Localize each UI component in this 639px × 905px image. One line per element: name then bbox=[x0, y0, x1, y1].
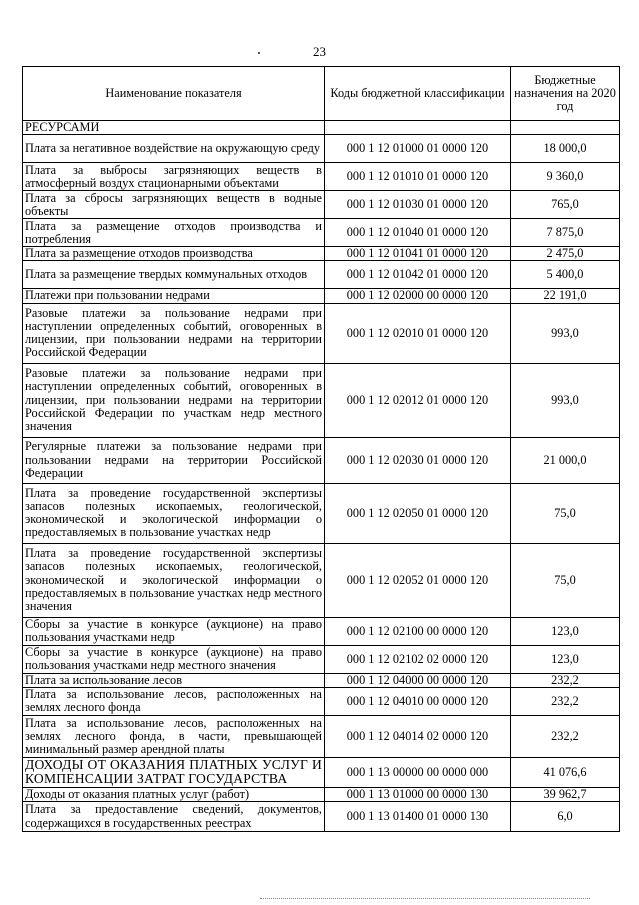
page-number: 23 bbox=[313, 44, 326, 59]
row-name: Плата за негативное воздействие на окружающую среду bbox=[23, 135, 325, 163]
table-row bbox=[23, 163, 620, 191]
row-name: Плата за размещение твердых коммунальных отходов bbox=[23, 261, 325, 289]
row-code: 000 1 12 01041 01 0000 120 bbox=[325, 247, 511, 261]
row-code: 000 1 12 01042 01 0000 120 bbox=[325, 261, 511, 289]
table-row bbox=[23, 219, 620, 247]
row-name: Плата за проведение государственной экспертизы запасов полезных ископаемых, геологической, экономической и экологической информации о предоставляемых в пользование участках недр bbox=[23, 483, 325, 543]
row-value: 123,0 bbox=[511, 645, 620, 673]
row-value: 993,0 bbox=[511, 363, 620, 437]
table-row bbox=[23, 303, 620, 363]
row-value: 5 400,0 bbox=[511, 261, 620, 289]
row-name: Плата за проведение государственной экспертизы запасов полезных ископаемых, геологической, экономической и экологической информации о предоставляемых в пользование участках недр местного значения bbox=[23, 543, 325, 617]
section-code-cell bbox=[325, 121, 511, 135]
row-name: Плата за выбросы загрязняющих веществ в атмосферный воздух стационарными объектами bbox=[23, 163, 325, 191]
row-name: Плата за сбросы загрязняющих веществ в водные объекты bbox=[23, 191, 325, 219]
row-value: 22 191,0 bbox=[511, 289, 620, 303]
budget-table bbox=[22, 66, 620, 832]
table-row bbox=[23, 191, 620, 219]
table-row bbox=[23, 645, 620, 673]
row-name: Сборы за участие в конкурсе (аукционе) на право пользования участками недр местного значения bbox=[23, 645, 325, 673]
table-row bbox=[23, 617, 620, 645]
row-name: Регулярные платежи за пользование недрами при пользовании недрами на территории Российской Федерации bbox=[23, 437, 325, 483]
row-name: Плата за использование лесов bbox=[23, 673, 325, 687]
row-value: 6,0 bbox=[511, 802, 620, 832]
row-value: 39 962,7 bbox=[511, 787, 620, 801]
row-code: 000 1 12 02050 01 0000 120 bbox=[325, 483, 511, 543]
row-value: 2 475,0 bbox=[511, 247, 620, 261]
header-value: Бюджетные назначения на 2020 год bbox=[511, 67, 620, 121]
row-value: 232,2 bbox=[511, 715, 620, 757]
row-name: Разовые платежи за пользование недрами при наступлении определенных событий, оговоренных в лицензии, при пользовании недрами на территории Российской Федерации по участкам недр местного значения bbox=[23, 363, 325, 437]
table-row bbox=[23, 673, 620, 687]
table-row bbox=[23, 247, 620, 261]
row-name: Разовые платежи за пользование недрами при наступлении определенных событий, оговоренных в лицензии, при пользовании недрами на территории Российской Федерации bbox=[23, 303, 325, 363]
table-header-row bbox=[23, 67, 620, 121]
row-name: Плата за использование лесов, расположенных на землях лесного фонда bbox=[23, 687, 325, 715]
row-code: 000 1 13 01000 00 0000 130 bbox=[325, 787, 511, 801]
row-value: 75,0 bbox=[511, 543, 620, 617]
row-code: 000 1 12 02012 01 0000 120 bbox=[325, 363, 511, 437]
table-row bbox=[23, 757, 620, 787]
row-code: 000 1 12 01030 01 0000 120 bbox=[325, 191, 511, 219]
row-code: 000 1 12 04000 00 0000 120 bbox=[325, 673, 511, 687]
table-row bbox=[23, 802, 620, 832]
table-row bbox=[23, 715, 620, 757]
page-bottom-edge bbox=[260, 898, 590, 899]
row-code: 000 1 12 01000 01 0000 120 bbox=[325, 135, 511, 163]
row-name: Плата за размещение отходов производства bbox=[23, 247, 325, 261]
row-value: 75,0 bbox=[511, 483, 620, 543]
row-value: 41 076,6 bbox=[511, 757, 620, 787]
section-value-cell bbox=[511, 121, 620, 135]
row-value: 21 000,0 bbox=[511, 437, 620, 483]
row-value: 993,0 bbox=[511, 303, 620, 363]
row-name: Плата за использование лесов, расположенных на землях лесного фонда, в части, превышающей минимальный размер арендной платы bbox=[23, 715, 325, 757]
table-row bbox=[23, 135, 620, 163]
table-row bbox=[23, 687, 620, 715]
row-code: 000 1 12 02052 01 0000 120 bbox=[325, 543, 511, 617]
table-row bbox=[23, 289, 620, 303]
section-label: РЕСУРСАМИ bbox=[23, 121, 325, 135]
row-code: 000 1 12 02102 02 0000 120 bbox=[325, 645, 511, 673]
row-code: 000 1 13 00000 00 0000 000 bbox=[325, 757, 511, 787]
row-code: 000 1 12 02010 01 0000 120 bbox=[325, 303, 511, 363]
row-code: 000 1 12 02100 00 0000 120 bbox=[325, 617, 511, 645]
table-row bbox=[23, 787, 620, 801]
row-name: Платежи при пользовании недрами bbox=[23, 289, 325, 303]
row-name: Плата за размещение отходов производства и потребления bbox=[23, 219, 325, 247]
header-code: Коды бюджетной классификации bbox=[325, 67, 511, 121]
section-row bbox=[23, 121, 620, 135]
scan-speck bbox=[258, 52, 260, 54]
row-name: Плата за предоставление сведений, документов, содержащихся в государственных реестрах bbox=[23, 802, 325, 832]
row-value: 9 360,0 bbox=[511, 163, 620, 191]
row-value: 18 000,0 bbox=[511, 135, 620, 163]
row-name: Сборы за участие в конкурсе (аукционе) на право пользования участками недр bbox=[23, 617, 325, 645]
row-code: 000 1 12 04010 00 0000 120 bbox=[325, 687, 511, 715]
row-value: 232,2 bbox=[511, 687, 620, 715]
row-code: 000 1 12 02030 01 0000 120 bbox=[325, 437, 511, 483]
row-code: 000 1 12 01010 01 0000 120 bbox=[325, 163, 511, 191]
table-row bbox=[23, 261, 620, 289]
row-value: 123,0 bbox=[511, 617, 620, 645]
header-name: Наименование показателя bbox=[23, 67, 325, 121]
table-row bbox=[23, 437, 620, 483]
row-name: ДОХОДЫ ОТ ОКАЗАНИЯ ПЛАТНЫХ УСЛУГ И КОМПЕНСАЦИИ ЗАТРАТ ГОСУДАРСТВА bbox=[23, 757, 325, 787]
row-code: 000 1 12 02000 00 0000 120 bbox=[325, 289, 511, 303]
table-row bbox=[23, 363, 620, 437]
row-name: Доходы от оказания платных услуг (работ) bbox=[23, 787, 325, 801]
row-code: 000 1 12 04014 02 0000 120 bbox=[325, 715, 511, 757]
row-value: 7 875,0 bbox=[511, 219, 620, 247]
table-row bbox=[23, 483, 620, 543]
row-value: 765,0 bbox=[511, 191, 620, 219]
row-code: 000 1 13 01400 01 0000 130 bbox=[325, 802, 511, 832]
table-body bbox=[23, 121, 620, 832]
row-code: 000 1 12 01040 01 0000 120 bbox=[325, 219, 511, 247]
row-value: 232,2 bbox=[511, 673, 620, 687]
table-row bbox=[23, 543, 620, 617]
